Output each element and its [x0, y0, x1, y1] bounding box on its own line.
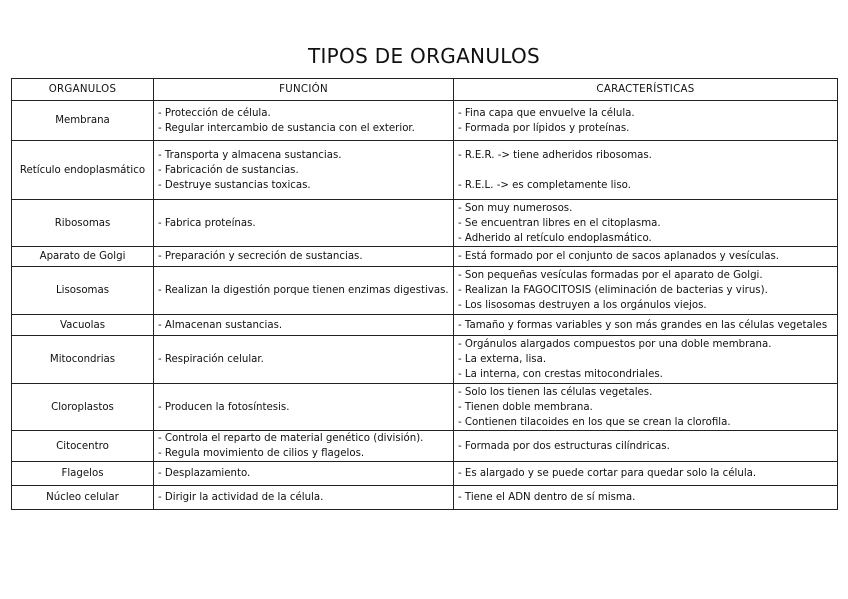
table-row: [12, 486, 838, 510]
function-cell: [154, 486, 454, 510]
organelles-table: [11, 78, 838, 510]
header-features: CARACTERÍSTICAS: [454, 79, 838, 101]
table-row: [12, 200, 838, 247]
function-line: - Protección de célula.: [158, 107, 271, 119]
table-row: [12, 315, 838, 336]
function-line: - Regular intercambio de sustancia con el exterior.: [158, 122, 415, 134]
table-row: [12, 462, 838, 486]
function-cell: [154, 336, 454, 384]
table-row: [12, 267, 838, 315]
function-line: - Fabrica proteínas.: [158, 217, 256, 229]
feature-line: - Son muy numerosos.: [458, 202, 573, 214]
features-cell: [454, 336, 838, 384]
function-line: - Producen la fotosíntesis.: [158, 401, 290, 413]
features-cell: [454, 431, 838, 462]
feature-line: - Los lisosomas destruyen a los orgánulos viejos.: [458, 300, 707, 311]
function-line: - Transporta y almacena sustancias.: [158, 149, 342, 161]
feature-line: - Formada por lípidos y proteínas.: [458, 122, 630, 134]
header-organelle: ORGANULOS: [12, 79, 154, 101]
function-line: - Controla el reparto de material genético (división).: [158, 433, 424, 444]
organelle-name: Cloroplastos: [12, 384, 154, 431]
feature-line: - Formada por dos estructuras cilíndricas.: [458, 440, 670, 452]
feature-line: - Tiene el ADN dentro de sí misma.: [458, 492, 636, 503]
feature-line: - Tamaño y formas variables y son más grandes en las células vegetales: [458, 319, 828, 331]
features-cell: [454, 267, 838, 315]
feature-line: - Solo los tienen las células vegetales.: [458, 386, 653, 398]
page-title: TIPOS DE ORGANULOS: [307, 44, 541, 68]
feature-line: - Contienen tilacoides en los que se crean la clorofila.: [458, 416, 731, 428]
feature-line: - Se encuentran libres en el citoplasma.: [458, 217, 661, 229]
feature-line: - Realizan la FAGOCITOSIS (eliminación de bacterias y virus).: [458, 285, 768, 296]
function-line: - Desplazamiento.: [158, 468, 251, 479]
feature-line: - Es alargado y se puede cortar para quedar solo la célula.: [458, 468, 757, 479]
function-line: - Destruye sustancias toxicas.: [158, 179, 311, 191]
organelle-name: Vacuolas: [12, 315, 154, 336]
feature-line: - Son pequeñas vesículas formadas por el aparato de Golgi.: [458, 270, 763, 281]
organelle-name: Mitocondrias: [12, 336, 154, 384]
function-cell: [154, 267, 454, 315]
function-cell: [154, 200, 454, 247]
features-cell: [454, 315, 838, 336]
organelle-name: Flagelos: [12, 462, 154, 486]
function-line: - Fabricación de sustancias.: [158, 164, 299, 176]
function-line: - Respiración celular.: [158, 354, 264, 365]
features-cell: [454, 384, 838, 431]
function-cell: [154, 101, 454, 141]
function-cell: [154, 315, 454, 336]
organelle-name: Citocentro: [12, 431, 154, 462]
feature-line: - Tienen doble membrana.: [458, 401, 593, 413]
organelle-name: Retículo endoplasmático: [12, 141, 154, 200]
features-cell: [454, 247, 838, 267]
feature-line: - R.E.L. -> es completamente liso.: [458, 179, 631, 191]
function-cell: [154, 141, 454, 200]
organelle-name: Ribosomas: [12, 200, 154, 247]
feature-line: - Está formado por el conjunto de sacos aplanados y vesículas.: [458, 251, 780, 262]
organelle-name: Aparato de Golgi: [12, 247, 154, 267]
organelle-name: Lisosomas: [12, 267, 154, 315]
features-cell: [454, 101, 838, 141]
feature-line: - R.E.R. -> tiene adheridos ribosomas.: [458, 149, 652, 161]
function-line: - Realizan la digestión porque tienen enzimas digestivas.: [158, 285, 449, 296]
function-line: - Dirigir la actividad de la célula.: [158, 492, 324, 503]
table-row: [12, 101, 838, 141]
table-row: [12, 384, 838, 431]
function-line: - Preparación y secreción de sustancias.: [158, 251, 363, 262]
features-cell: [454, 141, 838, 200]
function-cell: [154, 247, 454, 267]
function-cell: [154, 462, 454, 486]
feature-line: - La externa, lisa.: [458, 354, 547, 365]
table-row: [12, 431, 838, 462]
function-line: - Almacenan sustancias.: [158, 319, 283, 331]
feature-line: - Fina capa que envuelve la célula.: [458, 107, 635, 119]
table-row: [12, 141, 838, 200]
features-cell: [454, 200, 838, 247]
table-row: [12, 336, 838, 384]
function-cell: [154, 384, 454, 431]
function-cell: [154, 431, 454, 462]
feature-line: - Orgánulos alargados compuestos por una doble membrana.: [458, 339, 772, 350]
spacer: [458, 163, 833, 178]
header-function: FUNCIÓN: [154, 79, 454, 101]
features-cell: [454, 486, 838, 510]
features-cell: [454, 462, 838, 486]
function-line: - Regula movimiento de cilios y flagelos.: [158, 448, 365, 459]
feature-line: - Adherido al retículo endoplasmático.: [458, 232, 652, 244]
organelle-name: Núcleo celular: [12, 486, 154, 510]
table-row: [12, 247, 838, 267]
feature-line: - La interna, con crestas mitocondriales.: [458, 369, 663, 380]
organelle-name: Membrana: [12, 101, 154, 141]
header-row: [12, 79, 838, 101]
